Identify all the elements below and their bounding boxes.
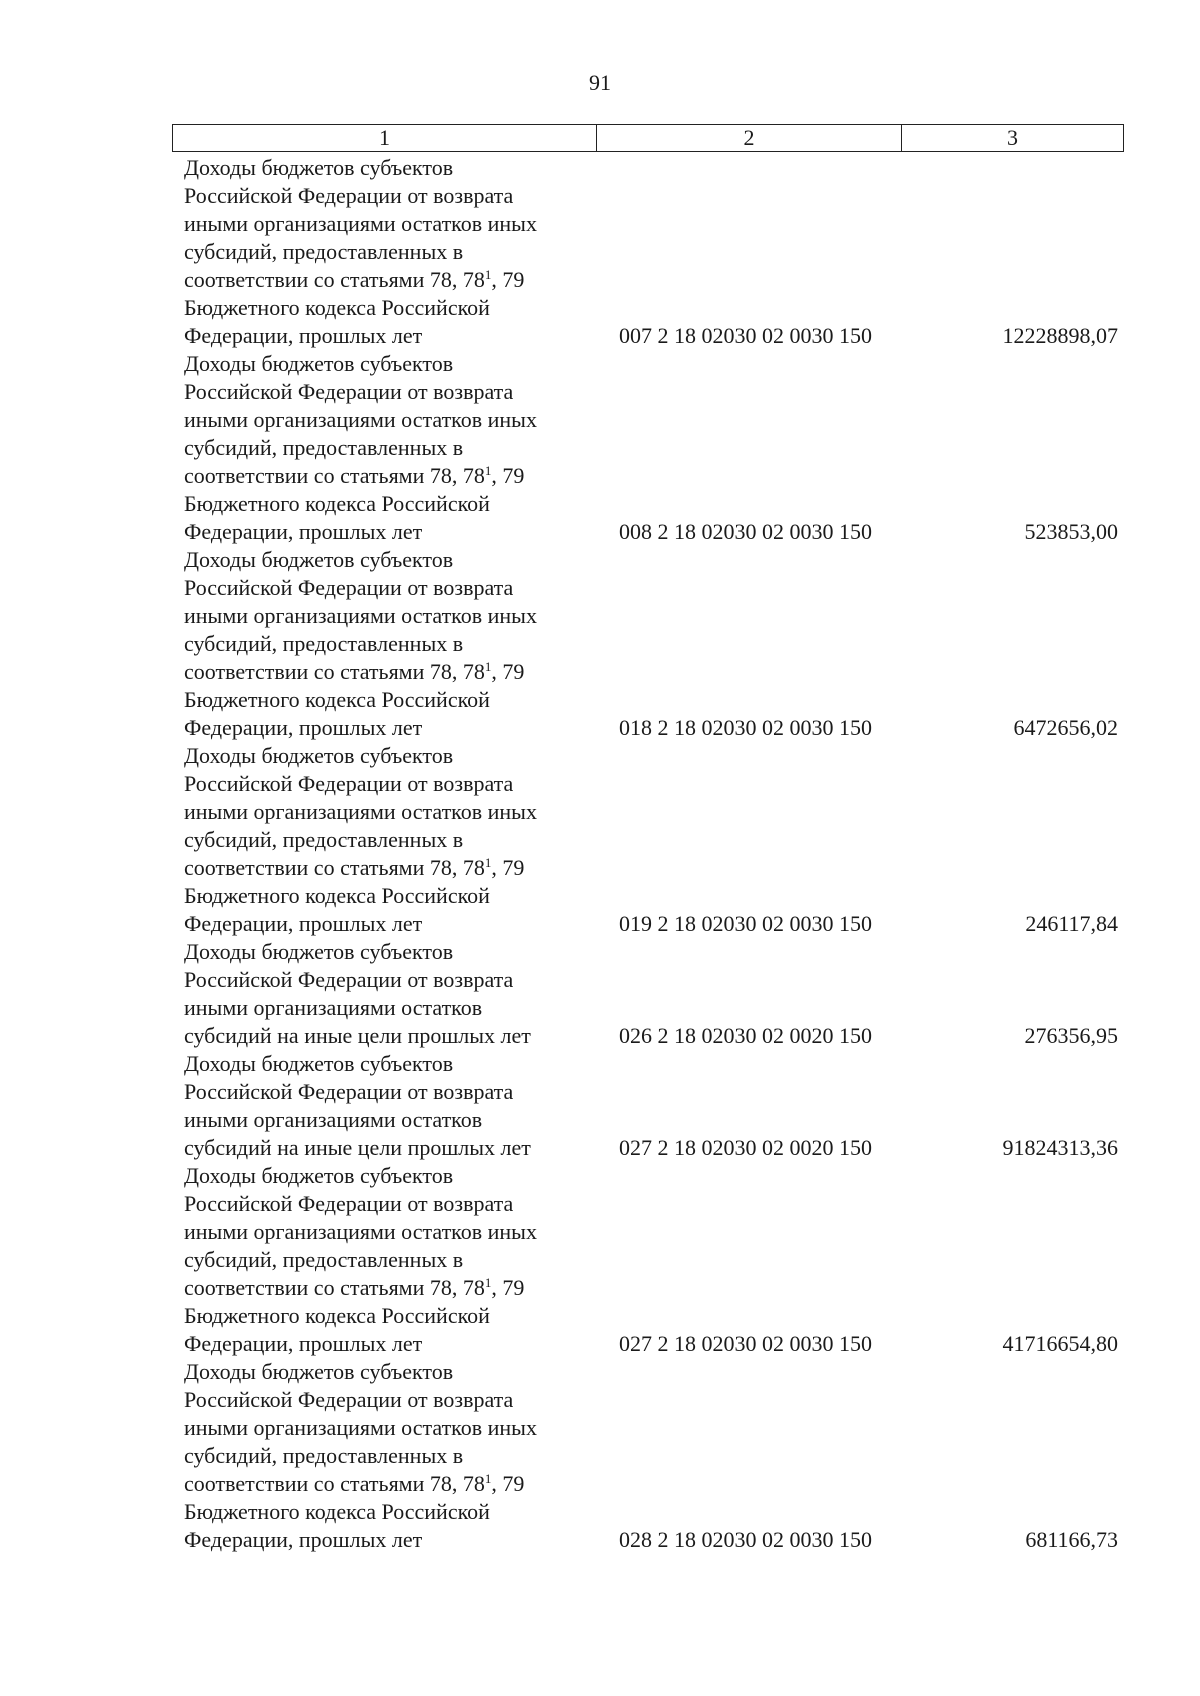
description-line: субсидий, предоставленных в	[184, 1247, 464, 1272]
table-body	[184, 154, 1124, 1554]
table-row	[184, 546, 1124, 742]
budget-classification-code: 019 2 18 02030 02 0030 150	[619, 911, 872, 936]
description-line: Доходы бюджетов субъектов	[184, 155, 454, 180]
budget-classification-code: 008 2 18 02030 02 0030 150	[619, 519, 872, 544]
table-row	[184, 1050, 1124, 1162]
page-number: 91	[589, 70, 611, 95]
table-row	[184, 742, 1124, 938]
description-line: Доходы бюджетов субъектов	[184, 1359, 454, 1384]
column-header-3: 3	[902, 124, 1124, 152]
description-line: соответствии со статьями 78, $78^1$, 79	[184, 1471, 525, 1496]
description-line: субсидий на иные цели прошлых лет	[184, 1135, 531, 1160]
description-line: Российской Федерации от возврата	[184, 575, 514, 600]
table-row	[184, 350, 1124, 546]
description-line: Федерации, прошлых лет	[184, 911, 423, 936]
row-description	[184, 938, 589, 1050]
column-header-2: 2	[597, 124, 902, 152]
amount: 276356,95	[1024, 1023, 1118, 1048]
description-line: Доходы бюджетов субъектов	[184, 1051, 454, 1076]
budget-classification-code: 027 2 18 02030 02 0030 150	[619, 1331, 872, 1356]
description-line: Бюджетного кодекса Российской	[184, 1499, 490, 1524]
budget-classification-code: 028 2 18 02030 02 0030 150	[619, 1527, 872, 1552]
description-line: иными организациями остатков иных	[184, 799, 537, 824]
description-line: субсидий, предоставленных в	[184, 239, 464, 264]
description-line: Федерации, прошлых лет	[184, 715, 423, 740]
description-line: Доходы бюджетов субъектов	[184, 743, 454, 768]
description-line: Федерации, прошлых лет	[184, 1331, 423, 1356]
amount: 41716654,80	[1002, 1331, 1118, 1356]
description-line: Российской Федерации от возврата	[184, 1387, 514, 1412]
amount: 91824313,36	[1002, 1135, 1118, 1160]
description-line: Федерации, прошлых лет	[184, 519, 423, 544]
row-description	[184, 742, 589, 938]
description-line: субсидий, предоставленных в	[184, 1443, 464, 1468]
row-description	[184, 1050, 589, 1162]
description-line: субсидий на иные цели прошлых лет	[184, 1023, 531, 1048]
description-line: соответствии со статьями 78, $78^1$, 79	[184, 267, 525, 292]
table-row	[184, 1162, 1124, 1358]
budget-classification-code: 027 2 18 02030 02 0020 150	[619, 1135, 872, 1160]
description-line: Бюджетного кодекса Российской	[184, 491, 490, 516]
row-description	[184, 1358, 589, 1554]
row-description	[184, 1162, 589, 1358]
table-row	[184, 938, 1124, 1050]
description-line: Доходы бюджетов субъектов	[184, 939, 454, 964]
budget-classification-code: 026 2 18 02030 02 0020 150	[619, 1023, 872, 1048]
description-line: Бюджетного кодекса Российской	[184, 687, 490, 712]
description-line: Российской Федерации от возврата	[184, 183, 514, 208]
row-description	[184, 546, 589, 742]
amount: 12228898,07	[1002, 323, 1118, 348]
description-line: соответствии со статьями 78, $78^1$, 79	[184, 855, 525, 880]
description-line: субсидий, предоставленных в	[184, 631, 464, 656]
row-description	[184, 350, 589, 546]
description-line: Российской Федерации от возврата	[184, 1079, 514, 1104]
amount: 6472656,02	[1013, 715, 1118, 740]
description-line: Российской Федерации от возврата	[184, 967, 514, 992]
description-line: иными организациями остатков	[184, 995, 483, 1020]
description-line: иными организациями остатков иных	[184, 603, 537, 628]
description-line: Российской Федерации от возврата	[184, 379, 514, 404]
amount: 681166,73	[1025, 1527, 1118, 1552]
description-line: иными организациями остатков иных	[184, 211, 537, 236]
table-row	[184, 154, 1124, 350]
description-line: Доходы бюджетов субъектов	[184, 547, 454, 572]
table-header	[172, 124, 1124, 152]
description-line: Доходы бюджетов субъектов	[184, 351, 454, 376]
table-row	[184, 1358, 1124, 1554]
amount: 246117,84	[1025, 911, 1118, 936]
description-line: Российской Федерации от возврата	[184, 771, 514, 796]
description-line: иными организациями остатков иных	[184, 1219, 537, 1244]
amount: 523853,00	[1024, 519, 1118, 544]
description-line: соответствии со статьями 78, $78^1$, 79	[184, 463, 525, 488]
description-line: субсидий, предоставленных в	[184, 827, 464, 852]
description-line: субсидий, предоставленных в	[184, 435, 464, 460]
budget-classification-code: 018 2 18 02030 02 0030 150	[619, 715, 872, 740]
description-line: соответствии со статьями 78, $78^1$, 79	[184, 659, 525, 684]
description-line: Бюджетного кодекса Российской	[184, 295, 490, 320]
description-line: иными организациями остатков иных	[184, 407, 537, 432]
description-line: Федерации, прошлых лет	[184, 323, 423, 348]
budget-classification-code: 007 2 18 02030 02 0030 150	[619, 323, 872, 348]
description-line: иными организациями остатков иных	[184, 1415, 537, 1440]
column-header-1: 1	[172, 124, 597, 152]
description-line: Бюджетного кодекса Российской	[184, 1303, 490, 1328]
description-line: Доходы бюджетов субъектов	[184, 1163, 454, 1188]
description-line: Российской Федерации от возврата	[184, 1191, 514, 1216]
description-line: Бюджетного кодекса Российской	[184, 883, 490, 908]
description-line: Федерации, прошлых лет	[184, 1527, 423, 1552]
description-line: иными организациями остатков	[184, 1107, 483, 1132]
description-line: соответствии со статьями 78, $78^1$, 79	[184, 1275, 525, 1300]
row-description	[184, 154, 589, 350]
